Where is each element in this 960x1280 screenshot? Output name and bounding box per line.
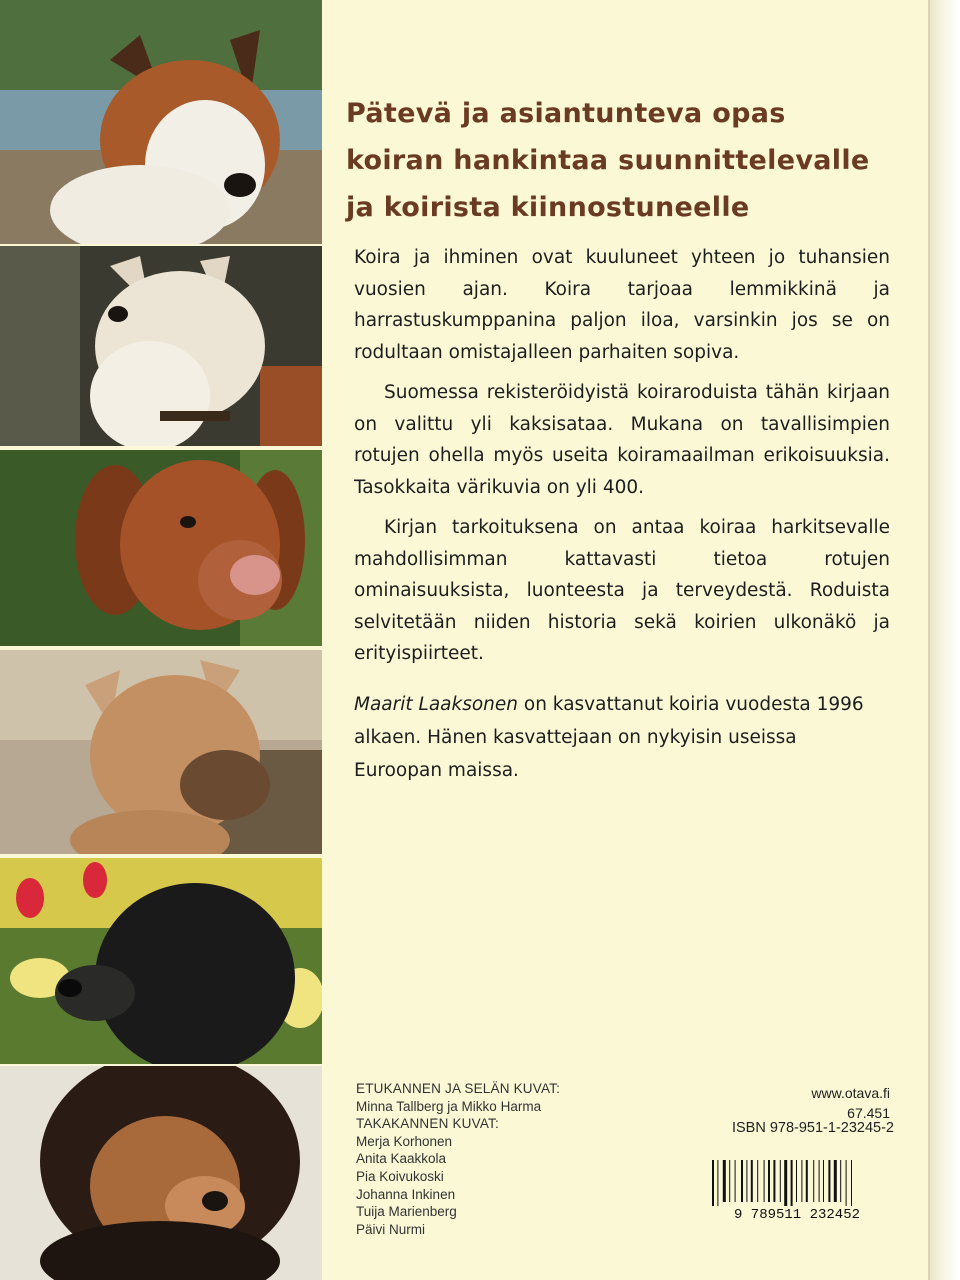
barcode-bar <box>813 1160 814 1202</box>
author-bio-text: on kasvattanut koiria vuodesta 1996 alkaen. Hänen kasvattejaan on nykyisin useissa Euroopan maissa. <box>354 694 864 781</box>
description-paragraph-2: Suomessa rekisteröidyistä koiraroduista tähän kirjaan on valittu yli kaksisataa. Mukana on tavallisimpien rotujen ohella myös useita koiramaailman erikoisuuksia. Tasokkaita värikuvia on yli 400. <box>354 382 890 498</box>
author-bio <box>354 688 890 787</box>
barcode-bar <box>757 1160 758 1202</box>
classification-code: 67.451 <box>847 1105 890 1121</box>
barcode-bar <box>764 1160 765 1202</box>
dog-photo-tan-staffordshire-puppy <box>0 650 322 854</box>
barcode-bar <box>746 1160 747 1202</box>
back-cover-credit-name: Anita Kaakkola <box>356 1151 447 1167</box>
barcode-bar <box>840 1160 841 1202</box>
description-paragraph-1: Koira ja ihminen ovat kuuluneet yhteen jo tuhansien vuosien ajan. Koira tarjoaa lemmikkinä ja harrastuskumppanina paljon iloa, varsinkin jos se on rodultaan omistajalleen parhaiten sopiva. <box>354 247 890 363</box>
isbn: ISBN 978-951-1-23245-2 <box>731 1120 894 1136</box>
front-cover-credit-caption: ETUKANNEN JA SELÄN KUVAT: <box>356 1081 561 1096</box>
back-cover-credit-name: Pia Koivukoski <box>356 1168 444 1184</box>
description <box>354 242 890 679</box>
back-cover-credit-caption: TAKAKANNEN KUVAT: <box>356 1116 499 1132</box>
barcode-bar <box>784 1160 787 1206</box>
barcode-bar <box>846 1160 847 1206</box>
description-paragraph-3: Kirjan tarkoituksena on antaa koiraa harkitsevalle mahdollisimman kattavasti tietoa rotujen ominaisuuksista, luonteesta ja terveydestä. Roduista selvitetään niiden historia sekä koirien ulkonäkö ja erityispiirteet. <box>354 517 890 664</box>
barcode-bar <box>773 1160 775 1202</box>
dog-photo-red-hound <box>0 450 322 646</box>
barcode-bar <box>751 1160 753 1202</box>
headline-line-3: ja koirista kiinnostuneelle <box>346 192 750 223</box>
back-cover-credit-name: Päivi Nurmi <box>356 1221 426 1237</box>
dog-photo-white-akita <box>0 246 322 446</box>
barcode-bar <box>834 1160 837 1202</box>
front-cover-credit-names: Minna Tallberg ja Mikko Harma <box>356 1098 542 1114</box>
barcode <box>700 1158 894 1220</box>
back-cover-credit-name: Johanna Inkinen <box>356 1186 456 1202</box>
headline-line-2: koiran hankintaa suunnittelevalle <box>346 145 870 176</box>
barcode-bar <box>819 1160 820 1202</box>
barcode-bar <box>806 1160 808 1202</box>
barcode-bar <box>712 1160 714 1206</box>
publisher-url: www.otava.fi <box>811 1085 890 1101</box>
dog-photo-tricolor-spitz <box>0 0 322 244</box>
cover-edge <box>930 0 960 1280</box>
barcode-bar <box>791 1160 793 1206</box>
dog-photo-black-dog-tulips <box>0 858 322 1064</box>
barcode-bar <box>851 1160 852 1206</box>
barcode-bar <box>828 1160 830 1202</box>
barcode-bar <box>768 1160 770 1202</box>
barcode-bar <box>780 1160 781 1202</box>
barcode-digits: 9 789511 232452 <box>733 1207 861 1220</box>
barcode-bar <box>796 1160 797 1202</box>
headline <box>346 90 906 231</box>
barcode-bar <box>801 1160 802 1202</box>
photo-strip <box>0 0 322 1280</box>
back-cover-credit-name: Tuija Marienberg <box>356 1204 457 1220</box>
barcode-bar <box>729 1160 730 1202</box>
headline-line-1: Pätevä ja asiantunteva opas <box>346 98 786 129</box>
barcode-bar <box>735 1160 736 1202</box>
barcode-bar <box>823 1160 824 1202</box>
barcode-bar <box>741 1160 743 1202</box>
barcode-bar <box>717 1160 718 1206</box>
dog-photo-longhaired-sable <box>0 1066 322 1280</box>
barcode-bar <box>723 1160 726 1202</box>
author-name: Maarit Laaksonen <box>354 694 518 715</box>
publisher-info <box>700 1083 890 1123</box>
back-cover-credit-name: Merja Korhonen <box>356 1133 453 1149</box>
photo-credits <box>356 1080 616 1238</box>
